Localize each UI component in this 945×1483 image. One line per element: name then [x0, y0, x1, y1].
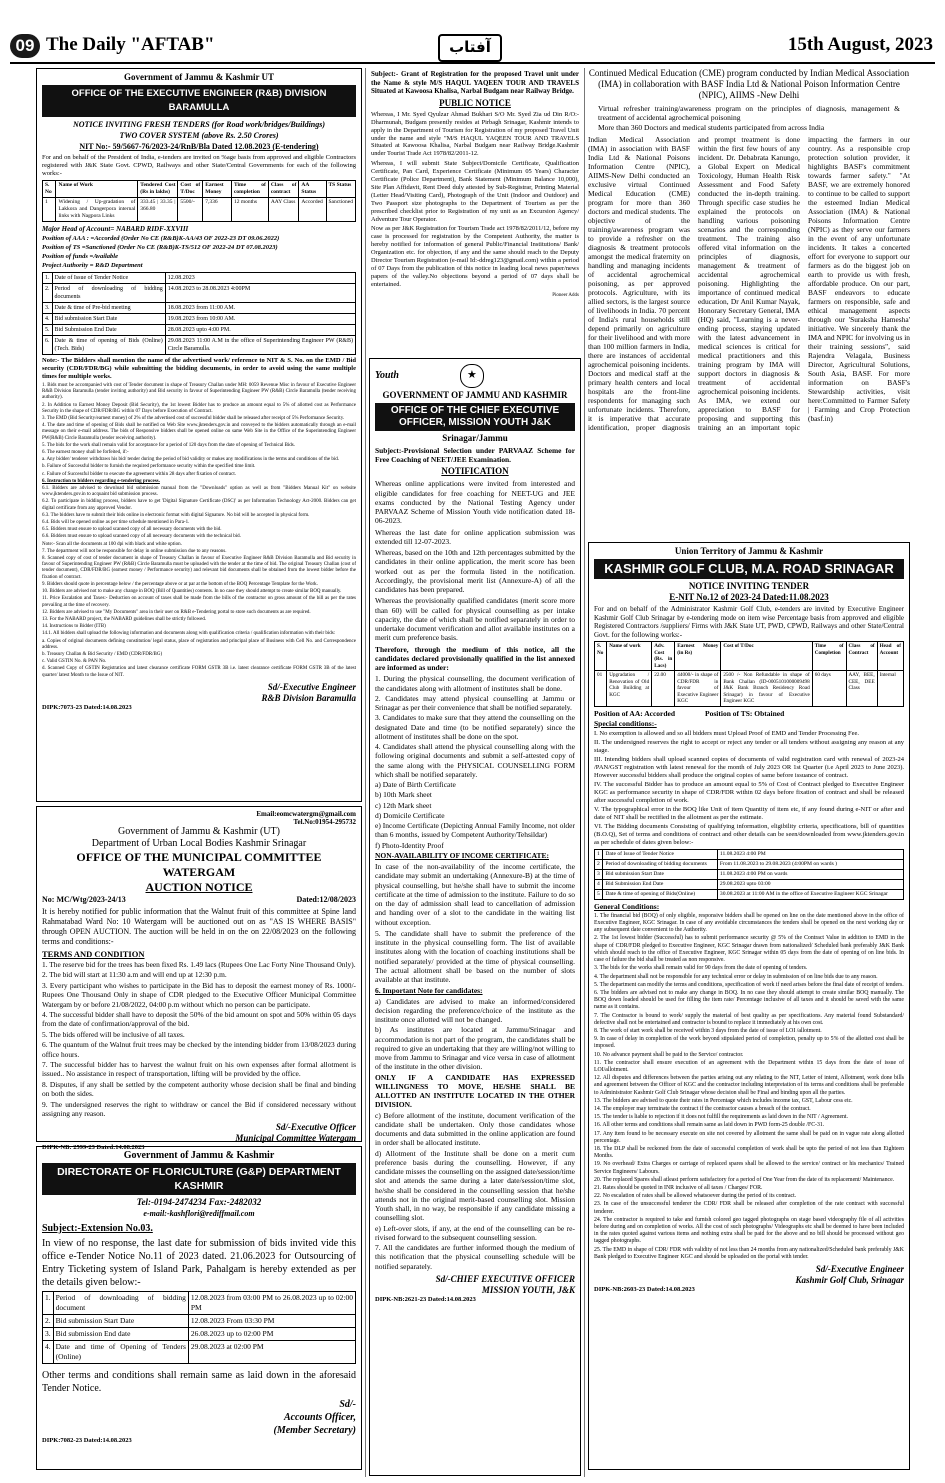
- contact-email: e-mail:-kashflori@rediffmail.com: [143, 1209, 255, 1218]
- contact-tel: Tel.No:01954-295732: [293, 818, 356, 826]
- notification-title: NOTIFICATION: [441, 466, 509, 477]
- signature: Sd/- Accounts Officer, (Member Secretary): [273, 1399, 356, 1436]
- masthead-rule: [10, 62, 935, 64]
- extension-body: In view of no response, the last date for submission of bids invited vide this office e-Tender Notice No.11 of 2023 dated. 21.06.2023 for Outsourcing of Entry Ticketing system of Island Park, Pahalgam is hereby extended as per the details given below:-: [42, 1238, 356, 1288]
- th-em: Earnest Money: [203, 181, 232, 198]
- ad-rnb-baramulla: [36, 68, 362, 802]
- office-banner: OFFICE OF THE EXECUTIVE ENGINEER (R&B) DIVISION BARAMULLA: [42, 85, 356, 117]
- intro-text: For and on behalf of the Administrator Kashmir Golf Club, e-tenders are invited by Executive Engineer Kashmir Golf Club Srinagar by e-tendering mode on item wise Percentage basis from approved and eligible Registered Contractors /suppliers/ Firms with J&K State UT, PWD, CPWD, Railways and other State/Central Govt. for the following works:-: [594, 605, 904, 639]
- table-row: 3. Date & time of Pre-bid meeting 18.08.2023 from 11:00 AM.: [43, 303, 356, 314]
- auction-body: It is hereby notified for public information that the Walnut fruit of this committee at Spine land Rahmatabad Ward No: 10 Watergam will be auctioned out on as "AS IS WHERE BASIS" through OPEN AUCTION. The auction will be held in on the on 22/08/2023 on the following terms and conditions:-: [42, 907, 356, 946]
- works-table: [42, 180, 356, 222]
- special-heading: Special conditions:-: [594, 718, 657, 728]
- contact-email: Email:eomcwatergm@gmail.com: [256, 810, 356, 818]
- notice-para-2: Whereas, I will submit State Subject/Domicile Certificate, Qualification Certificate, Pan Card, Experience Certificate (Minimum 05 Years) Character Certificate (Police Department), Bank Statement (Minimum Balance 10,000), Site Plan Affidavit, Rent Deed duly attested by Sub-Registrar, Printing Material (Letter Head/Visiting Card), Photograph of the Unit (Indoor and Outdoor) and Two Passport size photographs to the Department of Tourism as per the prescribed checklist prior to Registration of my unit as an Excursion Agency/ Adventure Tour Operator.: [371, 160, 579, 223]
- club-banner: KASHMIR GOLF CLUB, M.A. ROAD SRINAGAR: [594, 559, 904, 579]
- office-banner: DIRECTORATE OF FLORICULTURE (G&P) DEPARTMENT KASHMIR: [42, 1163, 356, 1195]
- table-row: 2. Period of downloading of bidding documents 14.08.2023 to 28.08.2023 4:00PM: [43, 284, 356, 303]
- ts-position: Position of TS: Obtained: [705, 708, 785, 718]
- govt-line: GOVERNMENT OF JAMMU AND KASHMIR: [382, 390, 568, 400]
- table-row: 2. Bid submission Start Date 12.08.2023 From 03:30 PM: [43, 1315, 356, 1328]
- th-sno: S. No: [43, 181, 56, 198]
- terms-heading: TERMS AND CONDITION: [42, 949, 145, 959]
- nit-number: NIT No:- 59/5667-76/2023-24/RnB/Bla Dated 12.08.2023 (E-tendering): [79, 142, 319, 151]
- ad-golf-club: [588, 542, 910, 1470]
- table-row: 1. Period of downloading of bidding document 12.08.2023 from 03:00 PM to 26.08.2023 up to 02:00 PM: [43, 1292, 356, 1315]
- contact-tel: Tel:-0194-2474234 Fax:-2482032: [136, 1197, 262, 1207]
- special-list: I. No exemption is allowed and so all bidders must Upload Proof of EMD and Tender Processing Fee. II. The undersigned reserves the right to accept or reject any tender or all tenders without assigning any reason at any stage. III. Intending bidders shall upload scanned copies of documents of valid registration card with renewal of 2023-24 /PAN/GST registration with latest renewal for the month of July 2023 OR 1st Quarter (i.e April 2023 to June 2023). However successful bidders shall produce the original copies of same before issuance of contract. IV. The successful Bidder has to produce an amount equal to 5% of Cost of Contract pledged to Executive Engineer KGC as performance security in shape of CDR/FDR within 02 days before fixation of contract and shall be released after successful completion of work. V. The typographical error in the BOQ like Unit of item Quantity of item etc, if any found during e-NIT or after and date of NIT shall be rectified in the allotment as per the estimate. VI. The Bidding documents Consisting of qualifying information, eligibility criteria, specifications, bill of quantities (B.O.Q), Set of terms and conditions of contract and other details can be seen/downloaded from www.jktenders.gov.in as per schedule of dates given below:-: [594, 729, 904, 846]
- subject-line: Subject:-Extension No.03.: [42, 1223, 153, 1234]
- schedule-table: [594, 849, 904, 900]
- table-row: 5. Bid Submission End Date 28.08.2023 upto 4:00 PM.: [43, 325, 356, 336]
- notice-date: Dated:12/08/2023: [296, 895, 356, 904]
- table-row: 01 Upgradation / Renovation of Old Club Building at KGC 22.00 44000/- in shape of CDR/FDR in favour of Executive Engineer KGC 2500 /- Non Refundable in shape of Bank Challan (ID-0005101000009498 J&K Bank Branch Residency Road Srinagar) in favour of Executive Engineer KGC 60 days AAY, BEE, CEE, DEE Class Internal: [595, 671, 904, 707]
- article-cme: [588, 68, 910, 538]
- table-row: 2 Period of downloading of bidding documents From 11.08.2023 to 29.08.2023 (4:00PM on wards ): [595, 859, 904, 869]
- table-row: 1 Date of Issue of Tender Notice 11.08.2023 4:00 PM: [595, 849, 904, 859]
- table-row: 5 Date & time of opening of Bids(Online) 30.08.2023 at 11:00 AM in the office of Executive Engineer KGC Srinagar: [595, 889, 904, 899]
- column-middle: [369, 68, 581, 1477]
- th-tdoc: Cost of T/Doc: [178, 181, 203, 198]
- ut-line: Union Territory of Jammu & Kashmir: [674, 546, 824, 556]
- masthead: [0, 0, 945, 56]
- dipk-number: DIPK:7073-23 Dated:14.08.2023: [42, 703, 132, 711]
- table-row: 4. Date and time of Opening of Tenders (Online) 29.08.2023 at 02:00 PM: [43, 1341, 356, 1364]
- conditions-list: 1. Bids must be accompanied with cost of Tender document in shape of Treasury Challan under MH: 0059 Revenue Misc in favour of Executive Engineer R&B Division Baramulla (tender inviting authority) and Bid security in favour of Superintending Engineer PW (R&B) Circle Baramulla (tender receiving authority). 2. In Addition to Earnest Money Deposit (Bid Security), the 1st lowest Bidder has to produce an amount equal to 5% of allotted cost as Performance Security in the shape of CDR/FDR/BG within 07 Days before Execution of Contract. 3. The EMD (Bid Security/earnest money) of 2% of the advertised cost of successful bidder shall be released after receipt of 5% Performance Security. 4. The date and time of opening of Bids shall be notified on Web Site www.jktenders.gov.in and conveyed to the bidders automatically through an e-mail message on their e-mail address. The bids of Responsive bidders shall be opened online on same Web Site in the Office of the Superintending Engineer PW(R&B) Circle Baramulla (tender receiving authority). 5. The bids for the work shall remain valid for acceptance for a period of 120 days from the date of opening of Technical Bids. 6. The earnest money shall be forfeited, if:- a. Any bidder/ tenderer withdraws his bid/ tender during the period of bid validity or makes any modifications in the terms and conditions of the bid. b. Failure of Successful bidder to furnish the required performance security within the specified time limit. c. Failure of Successful bidder to execute the agreement within 28 days after fixation of contract. 6. Instruction to bidders regarding e-tendering process. 6.1. Bidders are advised to download bid submission manual from the "Downloads" option as well as from "Bidders Manual Kit" on website www.jktenders.gov.in to acquaint bid submission process. 6.2. To participate in bidding process, bidders have to get 'Digital Signature Certificate (DSC)' as per Information Technology Act-2000. Bidders can get digital certificate from any approved Vendor. 6.3. The bidders have to submit their bids online in electronic format with digital Signature. No bid will be accepted in physical form. 6.4. Bids will be opened online as per time schedule mentioned in Para-1. 6.5. Bidders must ensure to upload scanned copy of all necessary documents with the bid. 6.6. Bidders must ensure to upload scanned copy of all necessary documents with the technical bid. Note:- Scan all the documents at 100 dpi with black and white option. 7. The department will not be responsible for delay in online submission due to any reasons. 8. Scanned copy of cost of tender document in shape of Treasury Challan in favour of Executive Engineer R&B Division Baramulla and Bid security in favour of Superintending Engineer PW (R&B) Circle Baramulla must be uploaded with the tender at the time of bid. The original Treasury Challan (cost of tender document), CDR/FDR/BG (earnest money / Performance security) and relevant bid documents shall be obtained from the lowest bidder before the fixation of contract. 9. Bidders should quote in percentage below / the percentage above or at par at the bottom of the BOQ Percentage Template for the Work. 10. Bidders are advised not to make any change in BOQ (Bill of Quantities) contents. In no case they should attempt to create similar BOQ manually. 11. Price Escalation and Taxes:- Deduction on account of taxes shall be made from the bills of the contractor on gross amount of the bill as per the rates prevailing at the time of recovery. 12. Bidders are advised to use "My Documents" area in their user on R&B e-Tendering portal to store such documents as are required. 13. For the NABARD project, the NABARD guidelines shall be strictly followed. 14. Instructions to Bidder (ITB) 14.1. All bidders shall upload the following information and documents along with qualification criteria / qualification information with their bids: a. Copies of original documents defining constitution/ legal status, place of registration and principal place of Business with Cell No. and Correspondence address. b. Treasury Challan & Bid Security / EMD (CDR/FDR/BG) c. Valid GSTIN No. & PAN No. d. Scanned Copy of GSTIN Registration and latest clearance certificate FORM GSTR 3B i.e. latest clearance certificate FORM GSTR 3B of the latest quarter/ latest Month to the Issue of NIT.: [42, 383, 356, 678]
- youth-logo: Youth: [375, 370, 399, 381]
- system-line: TWO COVER SYSTEM (above Rs. 2.50 Crores): [119, 131, 279, 140]
- general-heading: General Conditions:: [594, 901, 660, 911]
- bid-note: Note:- The Bidders shall mention the name of the advertised work/ reference to NIT & S. No. on the EMD / Bid security (CDR/FDR/BG) while submitting the bidding documents, in order to avoid using the same multiple times for multiple works.: [42, 357, 356, 380]
- notification-body: Whereas online applications were invited from interested and eligible candidates for free coaching for NEET-UG and JEE exams conducted by the National Testing Agency under PARVAAZ Scheme of Mission Youth vide notification dated 18-06-2023. Whereas the last date for online application submission was extended till 12-07-2023. Whereas, based on the 10th and 12th percentages submitted by the candidates in their online application, the merit score has been worked out as per the formula listed in the notification. Accordingly, the provisional merit list (Annexure-A) of all the candidates has been prepared. Whereas the provisionally qualified candidates (merit score more than 60) will be called for physical counselling as per intake capacity, the date of which shall be notified separately in order to undertake document verification and allot available institutes on a merit cum preference basis. Therefore, through the medium of this notice, all the candidates declared provisionally qualified in the list annexed are informed as under: 1. During the physical counselling, the document verification of the candidates along with allotment of institutes shall be done. 2. Candidates may attend physical counselling at Jammu or Srinagar as per their convenience that shall be notified separately. 3. Candidates to make sure that they attend the counselling on the designated Date and time (to be notified separately) since the allotment of institutes shall be done on the spot. 4. Candidates shall attend the physical counselling along with the following original documents and submit a self-attested copy of the same along with the PHYSICAL COUNSELLING FORM which shall be notified separately. a) Date of Birth Certificate b) 10th Mark sheet c) 12th Mark sheet d) Domicile Certificate e) Income Certificate (Depicting Annual Family Income, not older than 6 months, issued by Competent Authority/Tehsildar) f) Photo-Identity Proof NON-AVAILABILITY OF INCOME CERTIFICATE: In case of the non-availability of the income certificate, the candidate may submit an undertaking (Annexure-B) at the time of physical counselling, but he/she shall have to submit the income certificate at the time of admission to the institute. Failure to do so on the day of admission shall lead to cancellation of admission and handing over of a slot to the candidate in the waiting list without exception. 5. The candidate shall have to submit the preference of the institute in the physical counselling form. The list of available institutes along with the location of coaching institutions shall be notified separately/ provided at the time of physical counselling. The actual allotment shall be based on the number of slots available at that institute. 6. Important Note for candidates: a) Candidates are advised to make an informed/considered decision regarding the preference/choice of the institute as the institute once allotted will not be changed. b) As institutes are located at Jammu/Srinagar and accommodation is not part of the program, the candidates shall be required to give an undertaking that they are willing/not willing to move from Jammu to Srinagar and vice versa in case of allotment of the institute in the other division. ONLY IF A CANDIDATE HAS EXPRESSED WILLINGNESS TO MOVE, HE/SHE SHALL BE ALLOTTED AN INSTITUTE LOCATED IN THE OTHER DIVISION. c) Before allotment of the institute, document verification of the candidate shall be undertaken. Only those candidates whose documents and data submitted in the online application are found in order shall be allocated institute. d) Allotment of the Institute shall be done on a merit cum preference basis during the counselling. However, if any candidate misses the counselling on the assigned date/session/time slot and attends the same during a later date/session/time slot, he/she shall be considered in the counselling session that he/she attends not in the original merit-based counselling slot. Mission Youth shall, in no way, be responsible if any candidate missing a counselling slot. e) Left-over slots, if any, at the end of the counselling can be re-rivised forward to the subsequent counselling session. 7. All the candidates are further informed though the medium of this notification that the physical counselling schedule will be notified separately.: [375, 479, 575, 1271]
- general-list: 1. The financial bid (BOQ) of only eligible, responsive bidders shall be opened on line on the date mentioned above in the office of Executive Engineer, KGC Srinagar. In case of any avoidable circumstances the tenders shall be opened on the next working day or any subsequent date convenient to the Authority. 2. The 1st lowest bidder (Successful) has to submit performance security @ 5% of the Contract Value in addition to EMD in the shape of CDR/FDR pledged to Executive Engineer, KGC Srinagar drawn from nationalized/ Scheduled bank preferably J&K Bank which should reach to the office of Executive Engineer, KGC Srinagar within 05 days from the date of opening of on line bids. In case of failure the bid shall be treated as non responsive. 3. The bids for the works shall remain valid for 90 days from the date of opening of tenders. 4. The department shall not be responsible for any technical error or delay in submission of on line bids due to any reason. 5. The department can modify the terms and conditions, specification of work if need arises before the final date of receipt of tenders. 6. The bidders are advised not to make any change in BOQ. In no case they should attempt to create similar BOQ manually. The BOQ down loaded should be used for filling the item rate/ Percentage inclusive of all taxes and it should be saved with the same name as it contains. 7. The Contractor is bound to work/ supply the material of best quality as per specifications. Any material found Substandard/ defective shall not be entertained and contractor is bound to replace it immediately at his own cost. 8. The work of start work shall be received within 3 days from the date of issue of LOI /allotment. 9. In case of delay in completion of the work beyond stipulated period of completion, penalty up to 5% of the allotted cost shall be imposed. 10. No advance payment shall be paid to the Service/ contractor. 11. The contractor shall ensure execution of an agreement with the Department within 15 days from the date of issue of LOI/allotment. 12. All disputes and differences between the parties arising out any relating to the NIT, Letter of intent, Allotment, work done bills and agreement between the Officer of KGC and the contractor including interpretation of its terms and conditions shall be preferable to Administrator Kashmir Golf Club Srinagar whose decision shall be Final and binding upon all the parties. 13. The bidders are advised to quote their rates in Percentage which includes income tax, GST, Labour cess etc. 14. The employer may terminate the contract if the contractor causes a breach of the contract. 15. The tender is liable to rejection if it does not fulfill the requirements as laid down in the NIT / Agreement. 16. All other terms and conditions shall remain same as laid down in PWD form-25 double /FC-31. 17. Any item found to be necessary execute on site not covered by allotment the same shall be paid on in vague rate along allotted percentage. 18. The DLP shall be reckoned from the date of successful completion of work shall be upto the period of not less than Eighteen Months. 19. No overhead/ Extra Charges or carriage of replaced spares shall be allowed to the service/ contract or his mechanics/ Trained Service Engineers/ Labours. 20. The replaced Spares shall atleast perform satisfactory for a period of One Year from the date of its replacement/ Maintenance. 21. Rates should be quoted in INR inclusive of all taxes / Charges/ FOR. 22. No escalation of rates shall be allowed whatsoever during the period of its contract. 23. In case of the unsuccessful tenderer the CDR/ FDR shall be released after completion of the rate contract with successful tenderer. 24. The contractor is required to take and furnish colored geo tagged photographs on stage based videography file of all activities before during and on completion of works. All the cost of such photographs/ Videographs etc shall be deemed to have been included in the rates quoted against various items and nothing extra shall be paid for the above and no bill should be processed without geo tagged photographs. 25. The EMD in shape of CDR/ FDR with validity of not less than 24 months from any nationalized/Scheduled bank preferably J&K Bank pledged to Executive Engineer KGC and should be uploaded on the portal with tender.: [594, 912, 904, 1260]
- extension-table: [42, 1291, 356, 1364]
- signature: Sd/-Executive Engineer Kashmir Golf Club, Srinagar: [795, 1264, 904, 1286]
- position-facts: Position of AAA : =Accorded (Order No CE (R&B)K-AA/43 OF 2022-23 DT 09.06.2022) Position of TS =Sanctioned (Order No CE (R&B)K-TS/512 OF 2022-24 DT 07.08.2023) Position of funds =Available Project Authority = R&D Department: [42, 235, 280, 269]
- ad-public-notice: [369, 70, 581, 354]
- signature: Sd/-Executive Officer Municipal Committee Watergam: [235, 1121, 356, 1143]
- signature: Sd/-Executive Engineer R&B Division Baramulla: [261, 681, 356, 703]
- newspaper-logo: آفتاب: [438, 34, 502, 62]
- emblem-icon: ★: [460, 364, 484, 388]
- table-row: 3 Bid submission Start Date 11.08.2023 4:00 PM on wards: [595, 869, 904, 879]
- subject-line: Subject:-Provisional Selection under PARVAAZ Scheme for Free Coaching of NEET/JEE Examination.: [375, 446, 575, 465]
- cme-heading: Continued Medical Education (CME) program conducted by Indian Medical Association (IMA) in collaboration with BASF India Ltd & National Poison Information Centre (NPIC), AIIMS -New Delhi: [588, 68, 910, 100]
- aa-position: Position of AA: Accorded: [594, 708, 676, 718]
- th-cost: Tendered Cost (Rs in lakhs): [138, 181, 178, 198]
- auction-title: AUCTION NOTICE: [145, 880, 253, 894]
- th-aa: AA Status: [299, 181, 326, 198]
- subject-line: Subject:- Grant of Registration for the proposed Travel unit under the Name & style M/S HAQUL YAQEEN TOUR AND TRAVELS Situated at Kawoosa Khalisa, Narbal Budgam near Railway Bridge.: [371, 70, 579, 96]
- schedule-table: [42, 272, 356, 355]
- cme-body: Indian Medical Association (IMA) in association with BASF India Ltd & National Poisons Information Centre (NPIC), AIIMS-New Delhi conducted an exclusive virtual Continued Medical Education (CME) program for more than 360 doctors and medical students. The objective of the training/awareness program was to provide a refresher on the diagnosis & treatment protocols amongst the medical fraternity on handling and managing incidents of accidental agrochemical poisoning, as per approved protocols. Agriculture, with its allied sectors, is the largest source of livelihoods in India. 70 percent of India's rural households still depend primarily on agriculture for their livelihood and with more than 100 million farmers in India, there are instances of accidental agrochemical poisoning incidents. Doctors and medical staff at the primary health centers and local hospitals are the front-line respondents for managing such unfortunate incidents. Therefore, it is imperative that accurate identification, proper diagnosis and prompt treatment is done within the first few hours of any incident. Dr. Debabrata Kanungo, a Global Expert on Medical Toxicology, Human Health Risk Assessment and Food Safety conducted the in-depth training. Through specific case studies he explained the protocols on handling various poisoning scenarios and the corresponding treatment. The training also offered vital information on the principles of diagnosis, management & treatment of accidental agrochemical poisoning. Highlighting the importance of continued medical education, Dr Anil Kumar Nayak, Honorary Secretary General, IMA (HQ) said, "Learning is a never-ending process, staying updated with the latest advancement in medical sciences is critical for medical practitioners and this training program by IMA will support doctors in diagnosis & treatment of accidental agrochemical poisoning incidents. As IMA, we extend our appreciation to BASF for proposing and supporting this training an an important topic impacting the farmers in our country. As a responsible crop protection solution provider, it highlights BASF's commitment towards farmer safety." "At BASF, we are extremely honored to continue to be called to support the esteemed Indian Medical Association (IMA) & National Poisons Information Centre (NPIC) as they serve our farmers in the event of any unfortunate incidents. It takes a concerted effort for everyone to support our farmers as do the biggest job on earth to provide us with fresh, affordable produce. On our part, BASF endeavors to educate farmers on responsible, safe and ethical management aspects through our 'Suraksha Hamesha' initiative. We sincerely thank the IMA and NPIC for involving us in their training sessions", said Rajendra Velagala, Business Director, Agricultural Solutions, South Asia, BASF. For more information on BASF's Stewardship activities, visit here:Committed to Farmer Safety | Farming and Crop Protection (basf.in): [588, 135, 910, 432]
- notice-title: PUBLIC NOTICE: [439, 97, 511, 108]
- dipk-number: DIPK-NB: 2599-23 Dated:14.08.2023: [42, 1143, 145, 1151]
- th-ts: TS Status: [326, 181, 356, 198]
- column-left: [36, 68, 362, 1477]
- dipk-number: DIPK-NB:2621-23 Dated:14.08.2023: [375, 1295, 476, 1303]
- th-time: Time of completion: [231, 181, 268, 198]
- works-table: S. No Name of work Adv. Cost (Rs. in Lacs) Earnest Money (in Rs) Cost of T/Doc Time of Completion Class of Contract Head of Account 01 Upgradation / Renovation of Old Club Building at KGC 22.00 44000/- in shape of CDR/FDR in favour of Executive Engineer KGC 2500 /- Non Refundable in shape of Bank Challan (ID-0005101000009498 J&K Bank Branch Residency Road Srinagar) in favour of Executive Engineer KGC 60 days AAY, BEE, CEE, DEE Class Internal: [594, 641, 904, 707]
- agency-tag: Pioneer Adds: [552, 292, 579, 298]
- notice-title: NOTICE INVITING TENDER: [688, 581, 810, 591]
- cme-bullets: Virtual refresher training/awareness program on the principles of diagnosis, management & treatment of accidental agrochemical poisoning More than 360 Doctors and medical students participated from across India: [598, 104, 900, 132]
- notice-title: NOTICE INVITING FRESH TENDERS (for Road work/bridges/Buildings): [72, 120, 326, 129]
- dept-line: Department of Urban Local Bodies Kashmir Srinagar: [91, 838, 307, 849]
- notice-para-1: Whereas, I Mr. Syed Qyulzar Ahmad Bukhari S/O Mr. Syed Zia ud Din R/O:- Dharmunah, Budgam presently resides at Pirbagh Srinagar, Kashmir intends to apply in the Department of Tourism for Registration of my proposed Travel Unit under the name and style "M/S HAQUL YAQEEN TOUR AND TRAVELS Situated at Kawoosa Khalisa, Narbal Budgam near Railway Bridge.Kashmir under Tourist Trade Act 1978/82/2011-12.: [371, 110, 579, 158]
- issue-date: 15th August, 2023: [787, 34, 933, 55]
- column-divider: [365, 68, 366, 1477]
- intro-text: For and on behalf of the President of India, e-tenders are invited on %age basis from approved and eligible Contractors registered with J&K State Govt. CPWD, Railways and other State/Central Governments for each of the following works:-: [42, 154, 356, 177]
- notice-para-3: Now as per J&K Registration for Tourism Trade act 1978/82/2011/12, before my case is processed for registration by the Competent Authority, the matter is hereby notified for information of general Public/Financial Institutions/ Bank/ Organization etc. for objection, if any and the same should reach to the Deputy Director Tourism Registration (e-mail Id:-ddreg123@gmail.com) within a period of 07 Days from the publication of this notice in leading local news paper/news papers of the valley.No objections beyond a period of 07 days shall be entertained.: [371, 225, 579, 288]
- govt-line: Government of Jammu & Kashmir (UT): [118, 826, 280, 837]
- table-row: 3. Bid submission End date 26.08.2023 up to 02:00 PM: [43, 1328, 356, 1341]
- page-number: 09: [10, 34, 40, 58]
- th-name: Name of Work: [56, 181, 138, 198]
- table-row: 4. Bid submission Start Date 19.08.2023 from 10:00 AM.: [43, 314, 356, 325]
- ad-mc-watergam: [36, 806, 362, 1151]
- major-head: Major Head of Account= NABARD RIDF-XXVIII: [42, 225, 189, 233]
- office-banner: OFFICE OF THE CHIEF EXECUTIVE OFFICER, MISSION YOUTH J&K: [375, 403, 575, 431]
- terms-list: 1. The reserve bid for the trees has been fixed Rs. 1.49 lacs (Rupees One Lac Forty Nine Thousand Only). 2. The bid will start at 11:30 a.m and will end up at 12:30 p.m. 3. Every participant who wishes to participate in the Bid has to deposit the earnest money of Rs. 1000/- Rupees One Thousand Only in shape of CDR pledged to the Executive Officer Municipal Committee Watergam by or before 21/08/2022, 04:00 p.m without which no person can be participate. 4. The successful bidder shall have to deposit the 50% of the bid amount on spot and 50% within 05 days from the date of confirmation/approval of the bid. 5. The bids offered will be inclusive of all taxes. 6. The quantum of the Walnut fruit trees may be checked by the intending bidder from 13/08/2023 during office hours. 7. The successful bidder has to harvest the walnut fruit on his own expenses after formal allotment is issued.. No assistance in respect of transportation, lifting will be provided by the office. 8. Disputes, if any shall be settled by the competent authority whose decision shall be final and binding on both the sides. 9. The undersigned reserves the right to withdraw or cancel the Bid if considered necessary without assigning any reason.: [42, 960, 356, 1119]
- table-row: 6. Date & time of opening of Bids (Online) (Tech. Bids) 29.08.2023 11:00 A.M in the office of Superintending Engineer PW (R&B) Circle Baramulla.: [43, 336, 356, 355]
- office-title: OFFICE OF THE MUNICIPAL COMMITTEE WATERGAM: [76, 850, 322, 879]
- nit-number: E-NIT No.12 of 2023-24 Dated:11.08.2023: [669, 592, 829, 602]
- table-row: 1. Date of Issue of Tender Notice 12.08.2023: [43, 273, 356, 284]
- extension-footer: Other terms and conditions shall remain same as laid down in the aforesaid Tender Notice.: [42, 1370, 356, 1394]
- govt-line: Government of Jammu & Kashmir: [123, 1150, 275, 1161]
- notice-number: No: MC/Wtg/2023-24/13: [42, 895, 126, 904]
- table-row: 1 Widening / Up-gradation of Lakkora and Dangerpora internal links with Nagpora Links 333.45 | 33.35 | 366.80 5500/- 7,336 12 months AAY Class Accorded Sanctioned: [43, 198, 356, 222]
- column-divider: [584, 68, 585, 1477]
- newspaper-name: The Daily "AFTAB": [46, 34, 215, 55]
- ad-floriculture: [36, 1143, 362, 1470]
- table-row: 4 Bid Submission End Date 29.08.2023 upto 03:00: [595, 879, 904, 889]
- dipk-number: DIPK-NB:2603-23 Dated:14.08.2023: [594, 1286, 695, 1294]
- dipk-number: DIPK:7082-23 Dated:14.08.2023: [42, 1437, 132, 1444]
- column-right: [588, 68, 910, 1477]
- ad-mission-youth: [369, 358, 581, 1476]
- govt-line: Government of Jammu & Kashmir UT: [123, 72, 275, 82]
- place-line: Srinagar/Jammu: [442, 433, 508, 443]
- th-class: Class of contract: [268, 181, 299, 198]
- signature: Sd/-CHIEF EXECUTIVE OFFICER MISSION YOUTH, J&K: [435, 1273, 575, 1295]
